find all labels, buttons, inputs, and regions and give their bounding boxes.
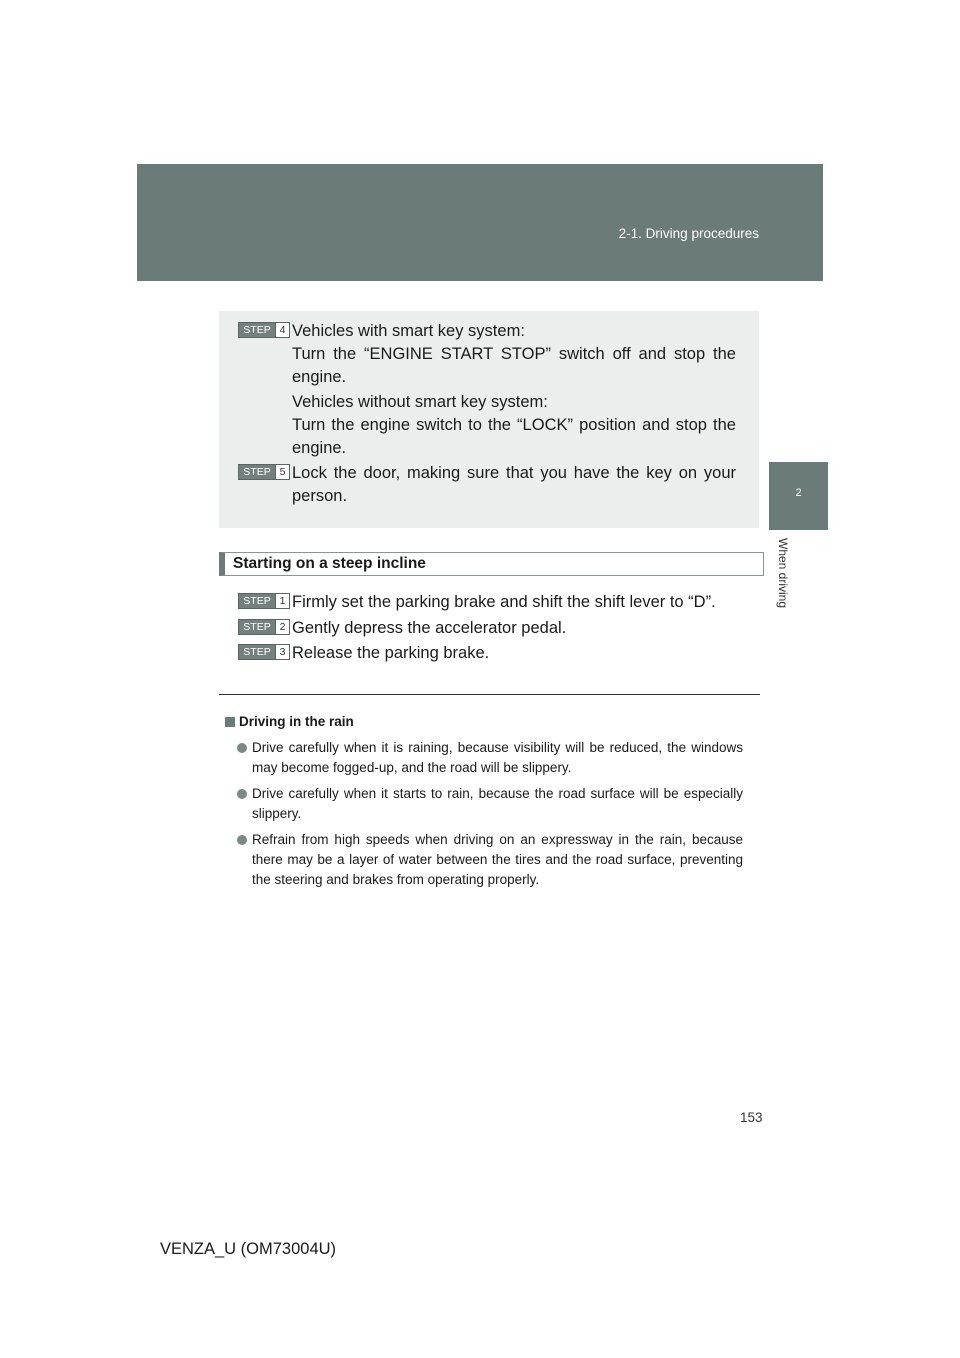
step-4 bbox=[238, 320, 736, 460]
step-text-line: Turn the engine switch to the “LOCK” position and stop the engine. bbox=[292, 416, 736, 457]
section-title: 2-1. Driving procedures bbox=[618, 226, 759, 241]
step-badge-label: STEP bbox=[243, 595, 271, 607]
step-badge-label: STEP bbox=[243, 324, 271, 336]
section-heading bbox=[219, 552, 764, 576]
notes-section bbox=[225, 712, 743, 896]
header-band bbox=[137, 164, 823, 281]
incline-step-2 bbox=[238, 617, 736, 640]
note-bullet bbox=[225, 738, 743, 778]
step-text-line: Vehicles without smart key system: bbox=[292, 393, 548, 411]
step-text-line: Turn the “ENGINE START STOP” switch off and stop the engine. bbox=[292, 345, 736, 386]
step-badge-label: STEP bbox=[243, 466, 271, 478]
step-text: Release the parking brake. bbox=[292, 644, 490, 662]
step-text: Gently depress the accelerator pedal. bbox=[292, 619, 567, 637]
step-badge-number: 4 bbox=[275, 323, 289, 337]
chapter-number: 2 bbox=[795, 487, 802, 499]
step-badge-label: STEP bbox=[243, 646, 271, 658]
step-text-line: Vehicles with smart key system: bbox=[292, 322, 525, 340]
step-badge-number: 5 bbox=[275, 465, 289, 479]
incline-step-3 bbox=[238, 642, 736, 665]
step-badge bbox=[238, 593, 290, 609]
step-badge bbox=[238, 464, 290, 480]
note-text: Drive carefully when it starts to rain, because the road surface will be especially slippery. bbox=[252, 786, 743, 821]
page-number: 153 bbox=[740, 1110, 763, 1125]
square-bullet-icon bbox=[225, 717, 235, 727]
note-bullet bbox=[225, 784, 743, 824]
notes-title-text: Driving in the rain bbox=[239, 714, 354, 729]
step-badge-label: STEP bbox=[243, 621, 271, 633]
step-badge bbox=[238, 322, 290, 338]
step-badge bbox=[238, 644, 290, 660]
incline-step-1 bbox=[238, 591, 736, 614]
note-text: Refrain from high speeds when driving on an expressway in the rain, because there may be a layer of water between the tires and the road surface, preventing the steering and brakes from operating properly. bbox=[252, 832, 743, 887]
note-text: Drive carefully when it is raining, because visibility will be reduced, the windows may become fogged-up, and the road will be slippery. bbox=[252, 740, 743, 775]
circle-bullet-icon bbox=[237, 743, 247, 753]
step-text: Firmly set the parking brake and shift the shift lever to “D”. bbox=[292, 593, 716, 611]
notes-title bbox=[225, 712, 743, 732]
step-badge-number: 1 bbox=[275, 594, 289, 608]
step-badge-number: 3 bbox=[275, 645, 289, 659]
note-bullet bbox=[225, 830, 743, 890]
step-5 bbox=[238, 462, 736, 508]
footer-code: VENZA_U (OM73004U) bbox=[160, 1240, 337, 1258]
circle-bullet-icon bbox=[237, 789, 247, 799]
chapter-label: When driving bbox=[776, 538, 790, 609]
step-text-line: Lock the door, making sure that you have the key on your person. bbox=[292, 464, 736, 505]
step-badge bbox=[238, 619, 290, 635]
divider-rule bbox=[219, 694, 760, 695]
step-badge-number: 2 bbox=[275, 620, 289, 634]
circle-bullet-icon bbox=[237, 835, 247, 845]
chapter-tab bbox=[769, 462, 828, 530]
section-heading-text: Starting on a steep incline bbox=[233, 555, 426, 572]
